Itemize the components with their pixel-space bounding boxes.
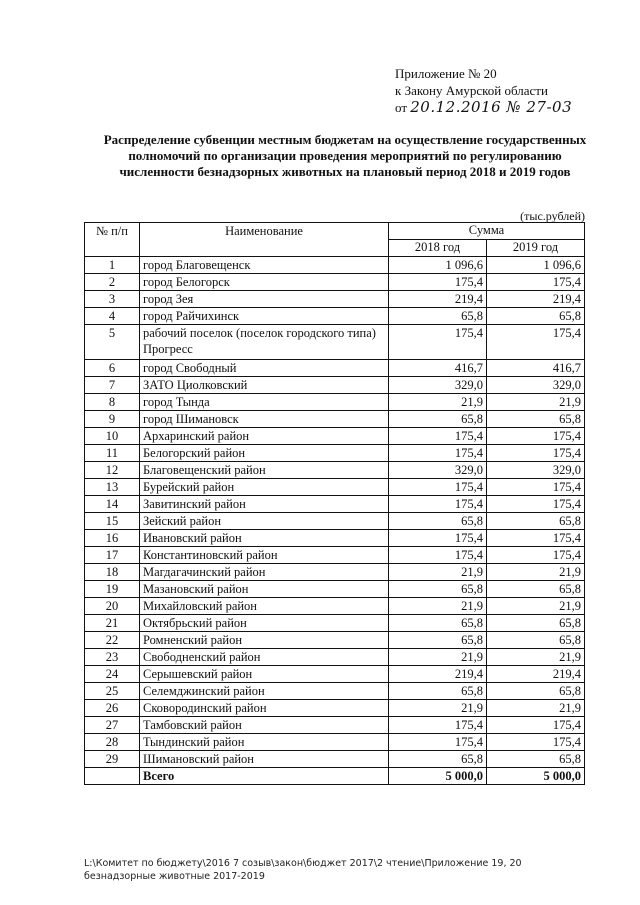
table-row [85,445,585,462]
row-num: 11 [85,445,140,462]
total-2019: 5 000,0 [487,768,585,785]
row-2018: 329,0 [389,377,487,394]
row-name: Селемджинский район [140,683,389,700]
row-num: 22 [85,632,140,649]
row-num: 26 [85,700,140,717]
row-num: 16 [85,530,140,547]
row-name: Ивановский район [140,530,389,547]
row-2018: 65,8 [389,308,487,325]
row-num: 29 [85,751,140,768]
table-row [85,649,585,666]
row-num: 19 [85,581,140,598]
row-name: Октябрьский район [140,615,389,632]
row-name: Мазановский район [140,581,389,598]
row-num: 20 [85,598,140,615]
row-2018: 21,9 [389,564,487,581]
appendix-date-line [395,99,572,116]
row-name: Тамбовский район [140,717,389,734]
table-row [85,717,585,734]
row-2018: 21,9 [389,649,487,666]
row-2018: 219,4 [389,666,487,683]
row-num: 12 [85,462,140,479]
table-row [85,394,585,411]
appendix-law: к Закону Амурской области [395,83,548,98]
row-name: ЗАТО Циолковский [140,377,389,394]
row-num: 9 [85,411,140,428]
header-name: Наименование [140,223,389,257]
row-num: 24 [85,666,140,683]
row-2019: 416,7 [487,360,585,377]
table-row [85,325,585,360]
row-num: 3 [85,291,140,308]
row-name: Бурейский район [140,479,389,496]
header-year-2018: 2018 год [389,240,487,257]
row-2019: 175,4 [487,428,585,445]
row-2018: 65,8 [389,632,487,649]
row-name: Константиновский район [140,547,389,564]
appendix-number: Приложение № 20 [395,66,497,81]
row-num: 27 [85,717,140,734]
table-row [85,274,585,291]
row-2019: 329,0 [487,377,585,394]
table-row [85,734,585,751]
header-num: № п/п [85,223,140,257]
file-path-footer: L:\Комитет по бюджету\2016 7 созыв\закон\бюджет 2017\2 чтение\Приложение 19, 20 безнадзорные животные 2017-2019 [84,858,522,882]
table-row [85,377,585,394]
table-row [85,615,585,632]
row-2019: 65,8 [487,632,585,649]
table-row [85,666,585,683]
header-sum: Сумма [389,223,585,240]
row-name: город Белогорск [140,274,389,291]
row-2018: 175,4 [389,530,487,547]
row-name: Архаринский район [140,428,389,445]
table-row [85,632,585,649]
row-2019: 21,9 [487,564,585,581]
row-name: Серышевский район [140,666,389,683]
row-2019: 65,8 [487,683,585,700]
table-row [85,683,585,700]
row-2018: 1 096,6 [389,257,487,274]
row-2018: 219,4 [389,291,487,308]
row-num: 13 [85,479,140,496]
row-num: 1 [85,257,140,274]
subvention-table [84,222,585,785]
row-2019: 175,4 [487,734,585,751]
row-2018: 175,4 [389,496,487,513]
total-row [85,768,585,785]
row-num: 8 [85,394,140,411]
row-2019: 65,8 [487,411,585,428]
row-name: Завитинский район [140,496,389,513]
row-2018: 175,4 [389,717,487,734]
row-2019: 21,9 [487,598,585,615]
table-row [85,564,585,581]
row-name: Зейский район [140,513,389,530]
row-num: 23 [85,649,140,666]
row-2019: 175,4 [487,496,585,513]
table-row [85,411,585,428]
table-row [85,598,585,615]
table-row [85,547,585,564]
row-2018: 65,8 [389,615,487,632]
handwritten-date-number: 20.12.2016 № 27-03 [410,98,573,116]
row-num: 6 [85,360,140,377]
row-name: Шимановский район [140,751,389,768]
row-2018: 65,8 [389,581,487,598]
row-2018: 175,4 [389,734,487,751]
row-name: Свободненский район [140,649,389,666]
table-row [85,479,585,496]
row-2019: 1 096,6 [487,257,585,274]
total-2018: 5 000,0 [389,768,487,785]
row-2018: 21,9 [389,394,487,411]
row-num: 25 [85,683,140,700]
row-2018: 65,8 [389,683,487,700]
row-name: город Райчихинск [140,308,389,325]
table-row [85,257,585,274]
row-num: 14 [85,496,140,513]
row-2018: 21,9 [389,700,487,717]
row-2019: 65,8 [487,308,585,325]
row-name: Тындинский район [140,734,389,751]
row-2018: 65,8 [389,411,487,428]
row-2019: 219,4 [487,291,585,308]
row-name: рабочий поселок (поселок городского типа) Прогресс [140,325,389,360]
total-label: Всего [140,768,389,785]
row-name: город Свободный [140,360,389,377]
row-2018: 329,0 [389,462,487,479]
table-row [85,581,585,598]
row-num: 28 [85,734,140,751]
document-title: Распределение субвенции местным бюджетам на осуществление государственных полномочий по организации проведения мероприятий по регулированию численности безнадзорных животных на плановый период 2018 и 2019 годов [103,132,587,179]
row-2018: 175,4 [389,445,487,462]
row-2019: 21,9 [487,394,585,411]
row-2018: 416,7 [389,360,487,377]
row-name: Сковородинский район [140,700,389,717]
row-2018: 175,4 [389,325,487,360]
table-row [85,496,585,513]
row-2018: 175,4 [389,547,487,564]
table-row [85,360,585,377]
row-num: 5 [85,325,140,360]
row-num: 4 [85,308,140,325]
table-row [85,513,585,530]
row-name: Благовещенский район [140,462,389,479]
row-2019: 21,9 [487,700,585,717]
row-2019: 65,8 [487,615,585,632]
row-2019: 175,4 [487,445,585,462]
row-num: 7 [85,377,140,394]
header-year-2019: 2019 год [487,240,585,257]
table-row [85,462,585,479]
row-2018: 65,8 [389,513,487,530]
row-2019: 65,8 [487,751,585,768]
row-2018: 175,4 [389,479,487,496]
row-name: город Зея [140,291,389,308]
row-2019: 175,4 [487,479,585,496]
row-name: Белогорский район [140,445,389,462]
table-row [85,700,585,717]
row-2019: 175,4 [487,717,585,734]
row-2019: 65,8 [487,513,585,530]
row-2019: 175,4 [487,530,585,547]
units-label: (тыс.рублей) [520,209,585,223]
row-name: город Тында [140,394,389,411]
row-name: Ромненский район [140,632,389,649]
row-2019: 175,4 [487,325,585,360]
row-num: 15 [85,513,140,530]
row-2019: 175,4 [487,274,585,291]
row-num: 10 [85,428,140,445]
table-row [85,530,585,547]
row-name: город Шимановск [140,411,389,428]
row-name: Магдагачинский район [140,564,389,581]
table-row [85,291,585,308]
row-2019: 65,8 [487,581,585,598]
row-2018: 175,4 [389,428,487,445]
row-2018: 65,8 [389,751,487,768]
table-row [85,308,585,325]
row-2019: 329,0 [487,462,585,479]
row-name: Михайловский район [140,598,389,615]
row-num: 2 [85,274,140,291]
appendix-date-prefix: от [395,100,408,115]
row-2019: 21,9 [487,649,585,666]
table-row [85,751,585,768]
row-2018: 175,4 [389,274,487,291]
appendix-block [395,65,572,116]
row-num: 17 [85,547,140,564]
table-row [85,428,585,445]
row-2019: 175,4 [487,547,585,564]
row-2018: 21,9 [389,598,487,615]
row-2019: 219,4 [487,666,585,683]
row-num: 18 [85,564,140,581]
row-num: 21 [85,615,140,632]
row-name: город Благовещенск [140,257,389,274]
total-num-cell [85,768,140,785]
